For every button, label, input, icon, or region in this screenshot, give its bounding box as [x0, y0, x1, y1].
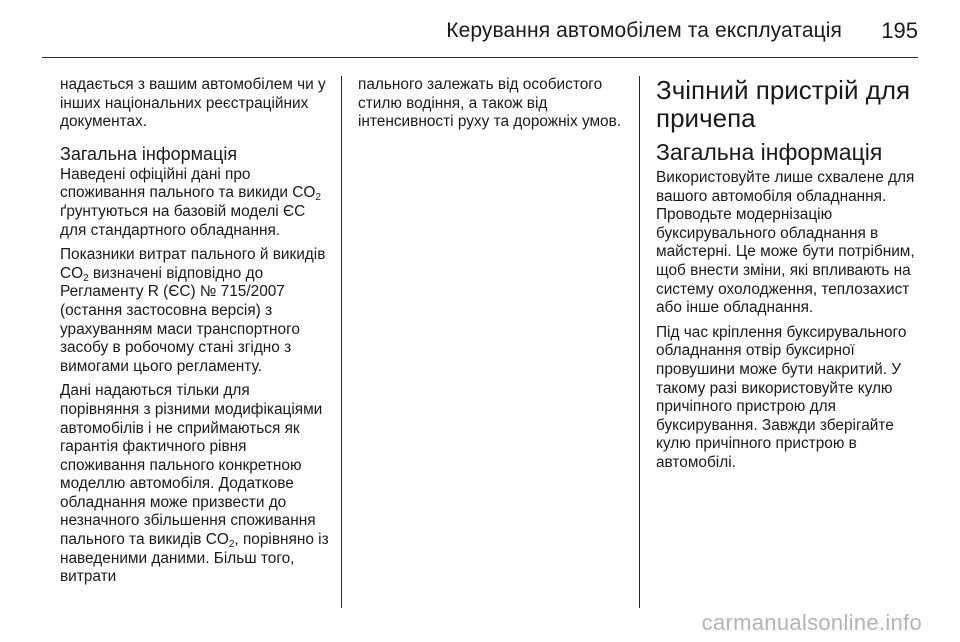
paragraph: надається з вашим автомобілем чи у інших національних реєстраційних документах. — [60, 76, 326, 131]
page-number: 195 — [881, 18, 918, 43]
paragraph: Показники витрат пального й викидів $CO_2$ визначені відповідно до Регламенту R (ЄС) № 715/2007 (остання застосовна версія) з урахуванням маси транспортного засобу в робочому стані згідно з вимогами цього регламенту. — [60, 246, 326, 375]
paragraph: Використовуйте лише схвалене для вашого автомобіля обладнання. Проводьте модернізацію буксирувального обладнання в майстерні. Це може бути потрібним, щоб внести зміни, які впливають на систему охолодження, теплозахист або інше обладнання. — [656, 169, 915, 317]
chapter-heading-towbar: Зчіпний пристрій для причепа — [656, 75, 911, 133]
column-3 — [656, 76, 931, 479]
section-heading-general-info: Загальна інформація — [60, 143, 238, 164]
paragraph: пального залежать від особистого стилю водіння, а також від інтенсивності руху та дорожніх умов. — [358, 76, 622, 131]
paragraph: Дані надаються тільки для порівняння з різними модифікаціями автомобілів і не сприймаються як гарантія фактичного рівня споживання пального конкретною моделлю автомобіля. Додаткове обладнання може призвести до незначного збільшення споживання пального та викидів $CO_2$, порівняно із наведеними даними. Більш того, витрати — [60, 382, 329, 586]
watermark: carmanualsonline.info — [701, 610, 922, 635]
running-title: Керування автомобілем та експлуатація — [446, 19, 842, 42]
column-divider-1 — [341, 76, 342, 608]
column-1 — [60, 76, 332, 593]
paragraph: Під час кріплення буксирувального обладнання отвір буксирної провушини може бути накритий. У такому разі використовуйте кулю причіпного пристрою для буксирування. Завжди зберігайте кулю причіпного пристрою в автомобілі. — [656, 323, 907, 471]
header-rule — [42, 57, 918, 58]
page-header — [0, 0, 960, 58]
column-2 — [358, 76, 630, 138]
section-heading-general-info: Загальна інформація — [656, 139, 883, 165]
column-divider-2 — [639, 76, 640, 608]
paragraph: Наведені офіційні дані про споживання пального та викиди $CO_2$ ґрунтуються на базовій моделі ЄС для стандартного обладнання. — [60, 165, 321, 239]
